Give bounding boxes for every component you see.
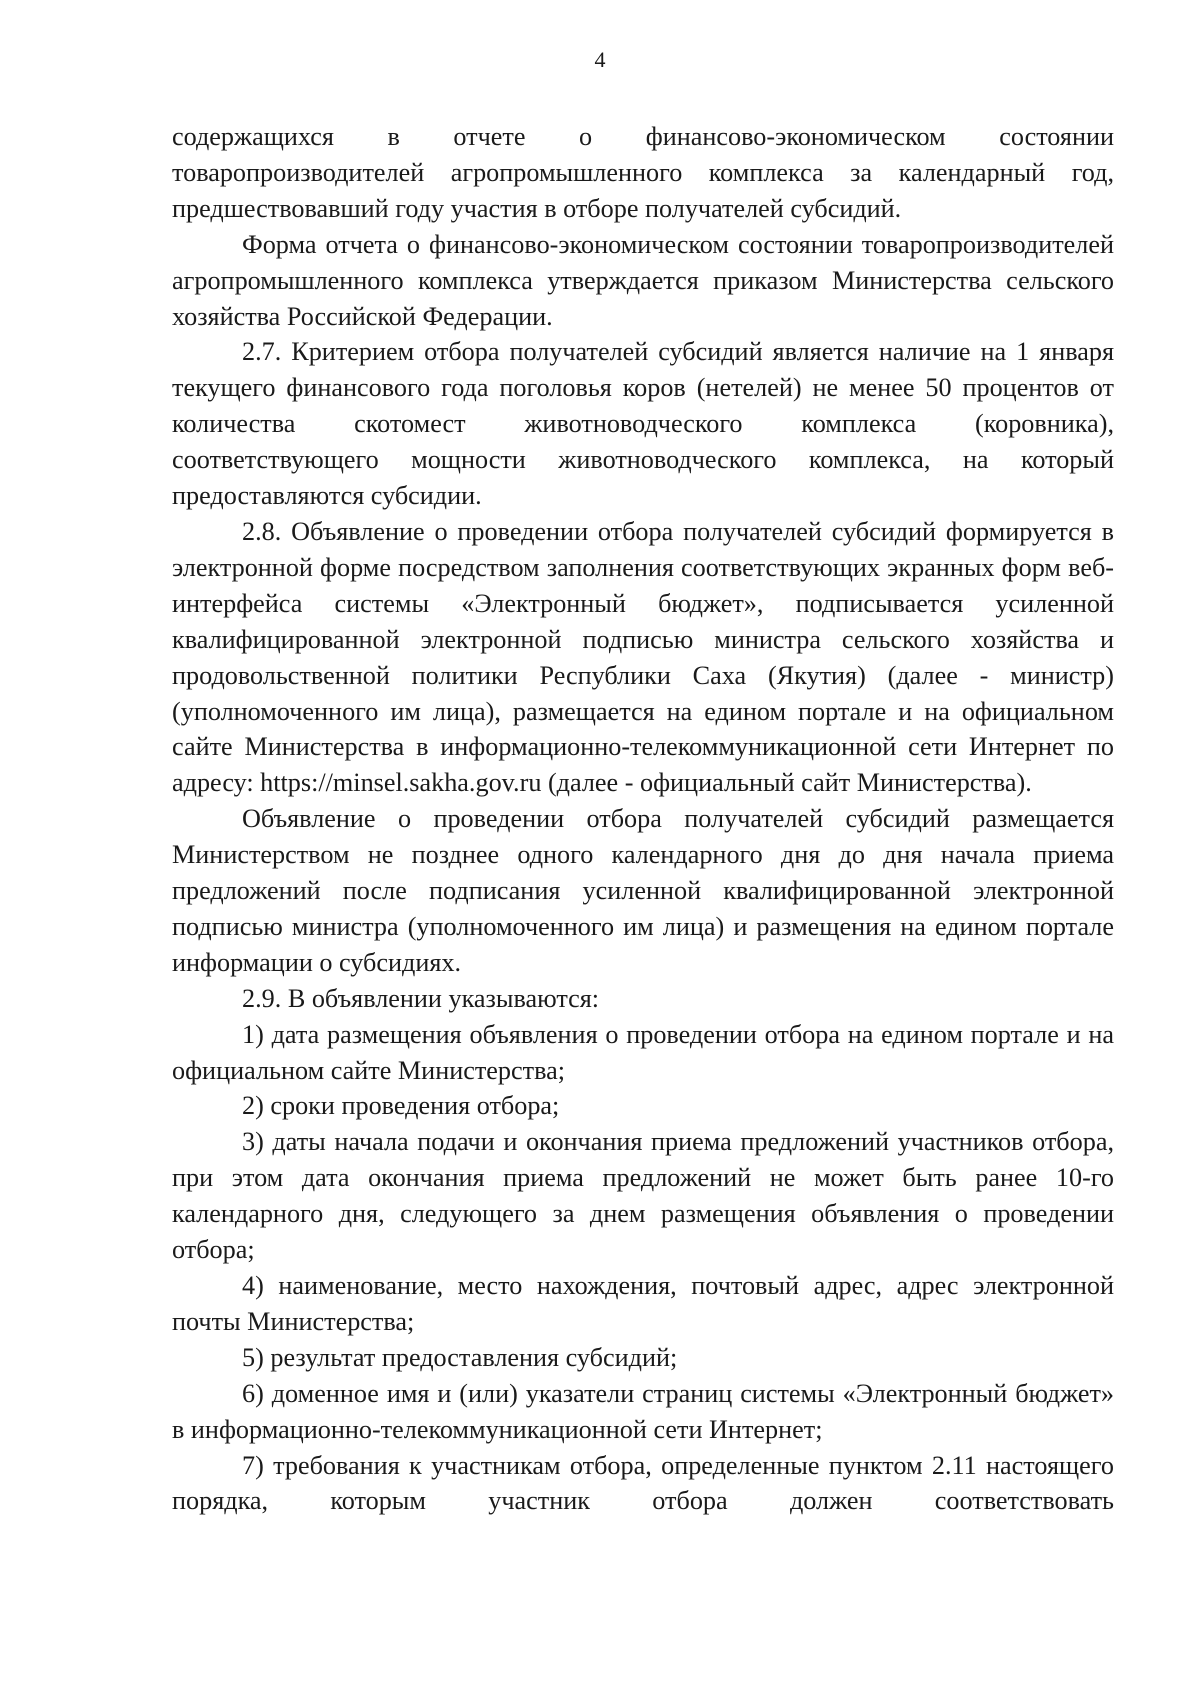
paragraph-report-form: Форма отчета о финансово-экономическом состоянии товаропроизводителей агропромышленного комплекса утверждается приказом Министерства сельского хозяйства Российской Федерации.	[172, 229, 1114, 331]
page-number: 4	[594, 47, 606, 72]
paragraph-announcement: Объявление о проведении отбора получателей субсидий размещается Министерством не позднее одного календарного дня до дня начала приема предложений после подписания усиленной квалифицированной электронной подписью министра (уполномоченного им лица) и размещения на едином портале информации о субсидиях.	[172, 804, 1114, 977]
list-item-1: 1) дата размещения объявления о проведении отбора на едином портале и на официальном сайте Министерства;	[172, 1019, 1114, 1085]
list-item-7: 7) требования к участникам отбора, определенные пунктом 2.11 настоящего порядка, которым участник отбора должен соответствовать	[172, 1450, 1114, 1516]
list-item-3: 3) даты начала подачи и окончания приема предложений участников отбора, при этом дата окончания приема предложений не может быть ранее 10-го календарного дня, следующего за днем размещения объявления о проведении отбора;	[172, 1127, 1114, 1265]
paragraph-2-9: 2.9. В объявлении указываются:	[242, 983, 600, 1013]
paragraph-2-7: 2.7. Критерием отбора получателей субсидий является наличие на 1 января текущего финансового года поголовья коров (нетелей) не менее 50 процентов от количества скотомест животноводческого комплекса (коровника), соответствующего мощности животноводческого комплекса, на который предоставляются субсидии.	[172, 337, 1114, 511]
paragraph-continuation: содержащихся в отчете о финансово-экономическом состоянии товаропроизводителей агропромышленного комплекса за календарный год, предшествовавший году участия в отборе получателей субсидий.	[172, 122, 1114, 223]
list-item-4: 4) наименование, место нахождения, почтовый адрес, адрес электронной почты Министерства;	[172, 1271, 1114, 1336]
paragraph-2-8: 2.8. Объявление о проведении отбора получателей субсидий формируется в электронной форме посредством заполнения соответствующих экранных форм веб-интерфейса системы «Электронный бюджет», подписывается усиленной квалифицированной электронной подписью министра сельского хозяйства и продовольственной политики Республики Саха (Якутия) (далее - министр) (уполномоченного им лица), размещается на едином портале и на официальном сайте Министерства в информационно-телекоммуникационной сети Интернет по адресу: https://minsel.sakha.gov.ru (далее - официальный сайт Министерства).	[172, 516, 1114, 798]
list-item-5: 5) результат предоставления субсидий;	[242, 1342, 678, 1372]
list-item-2: 2) сроки проведения отбора;	[242, 1091, 560, 1121]
list-item-6: 6) доменное имя и (или) указатели страниц системы «Электронный бюджет» в информационно-телекоммуникационной сети Интернет;	[172, 1378, 1114, 1444]
document-body	[172, 119, 1114, 1519]
